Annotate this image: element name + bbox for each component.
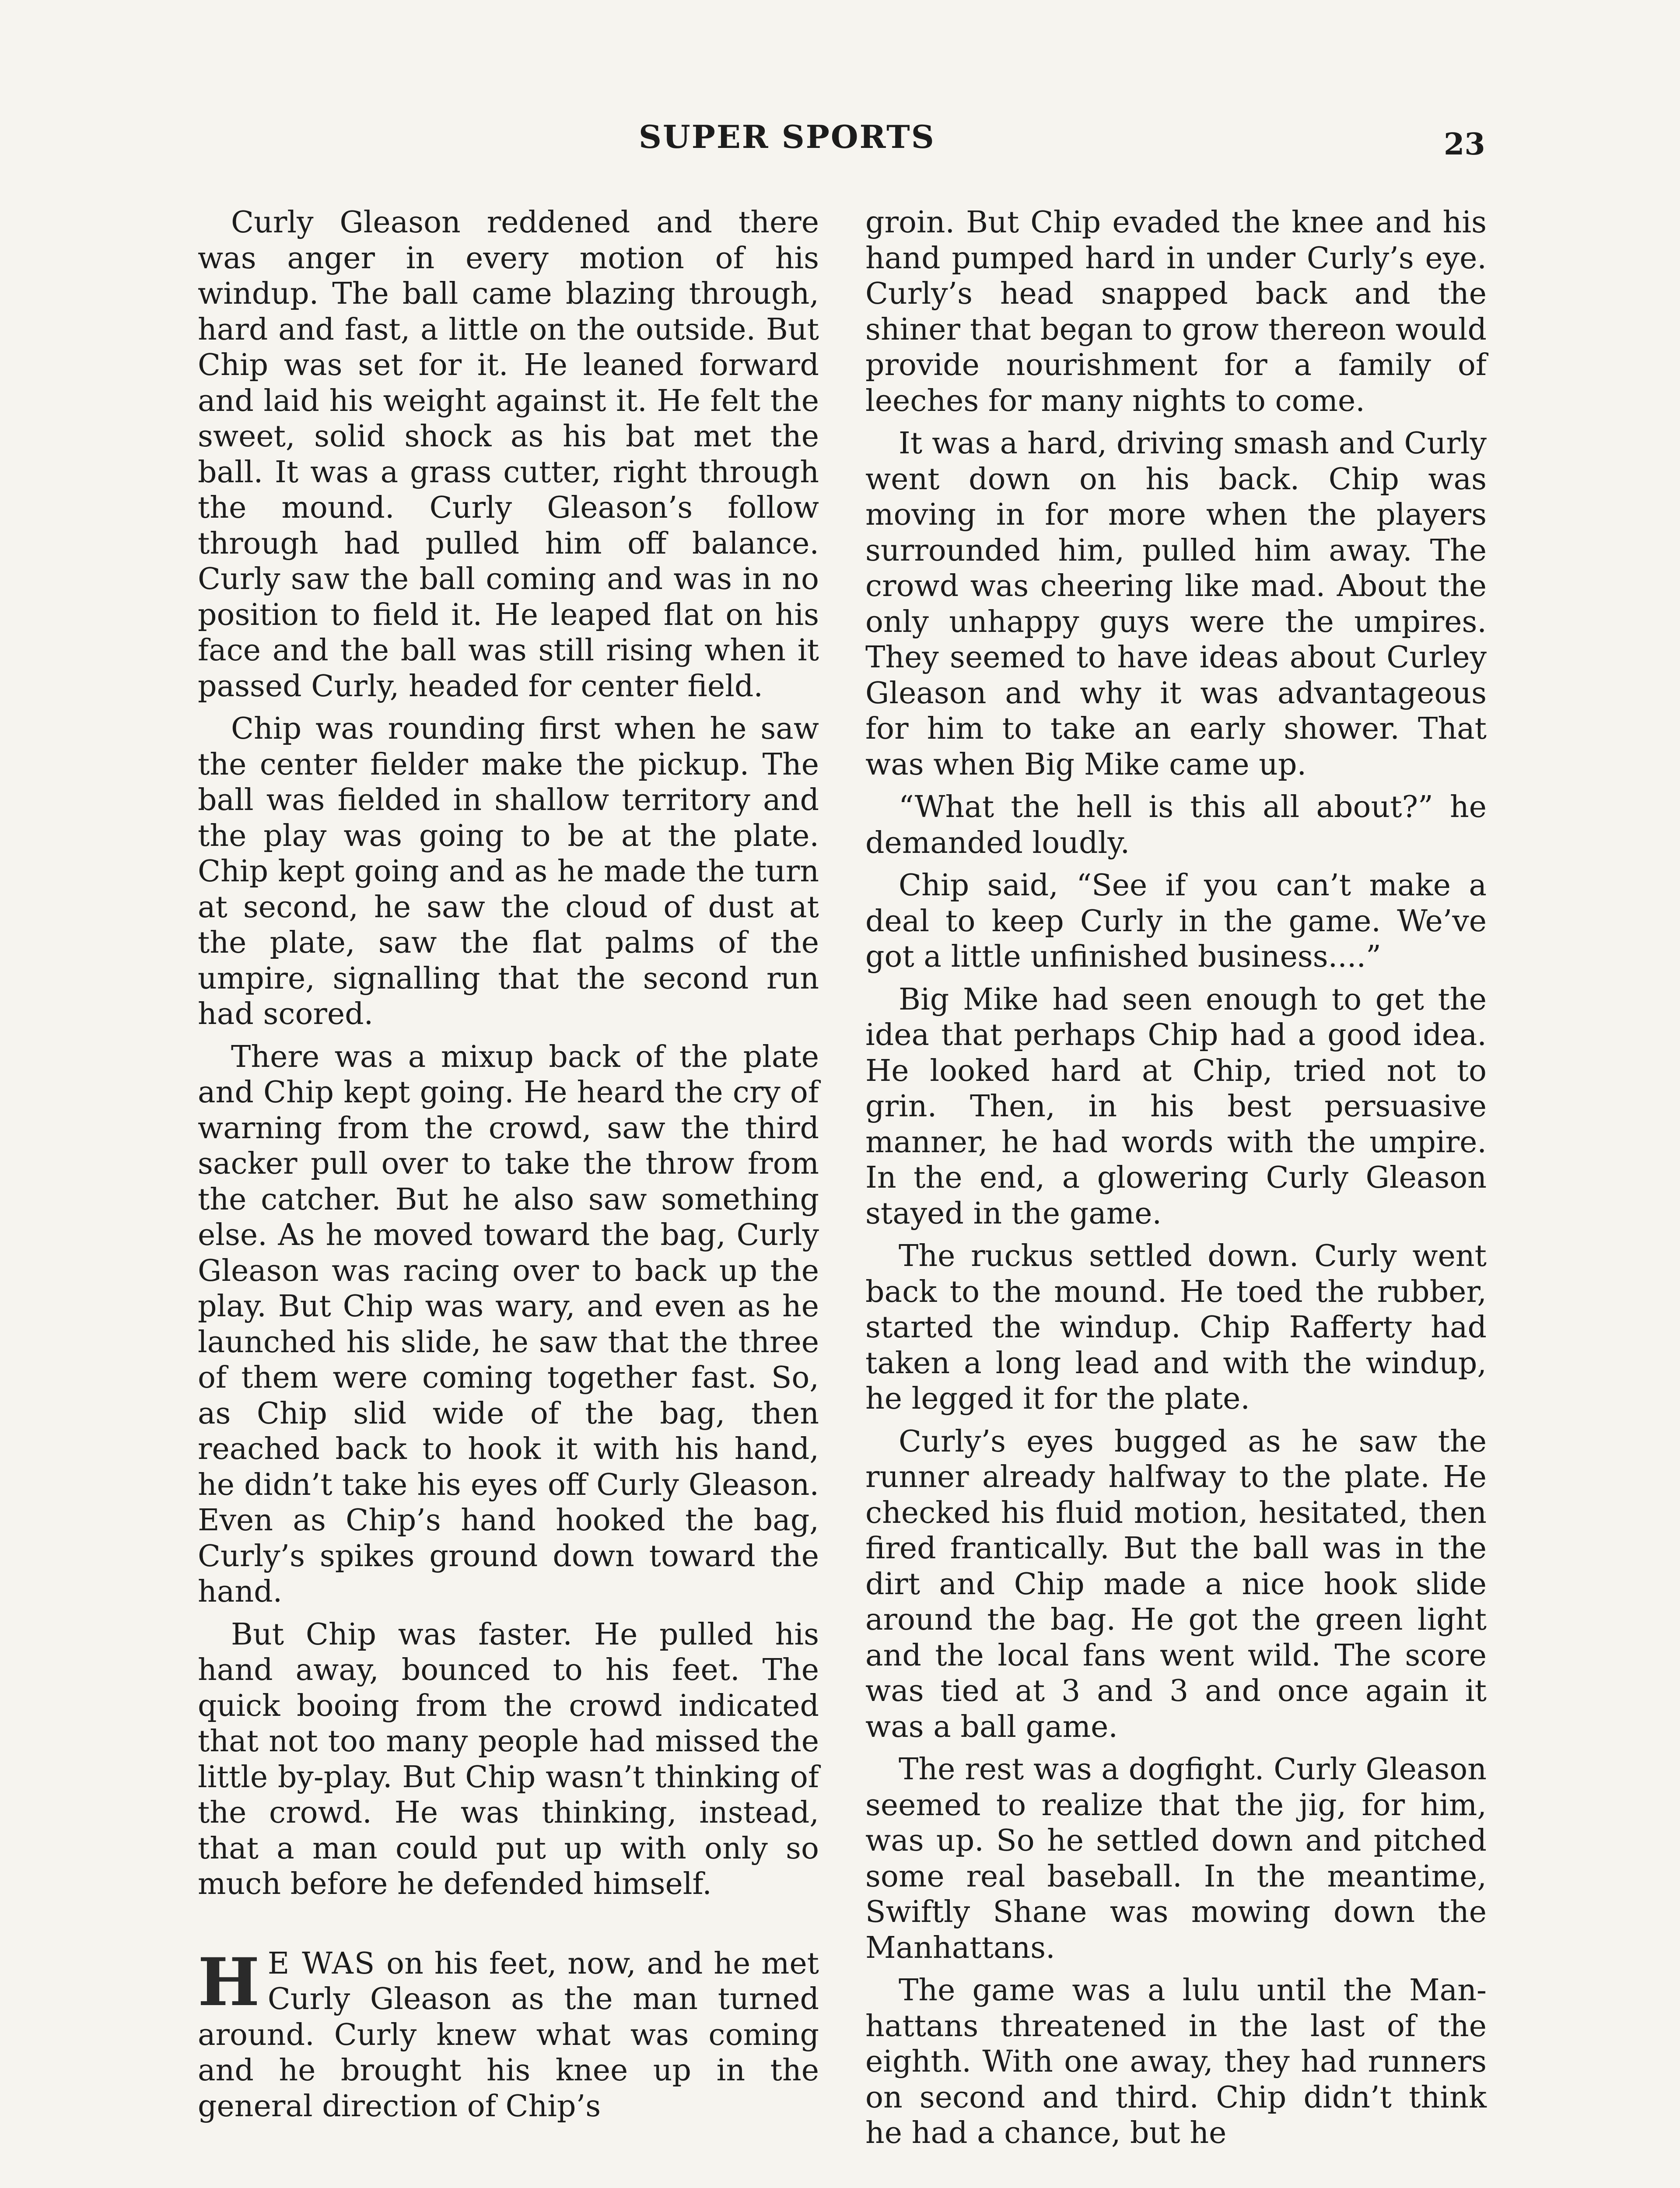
section-paragraph [198, 1943, 819, 2125]
drop-cap: H [198, 1943, 260, 2021]
paragraph: Big Mike had seen enough to get the idea that perhaps Chip had a good idea. He looked hard at Chip, tried not to grin. Then, in his best persuasive manner, he had words with the umpire. In the end, a glowering Curly Gleason stayed in the game. [865, 982, 1487, 1231]
paragraph: groin. But Chip evaded the knee and his hand pumped hard in under Curly’s eye. Curly’s head snapped back and the shiner that began to grow thereon would provide nourishment for a family of leeches for many nights to come. [865, 205, 1487, 418]
paragraph: Chip said, “See if you can’t make a deal to keep Curly in the game. We’ve got a little unfinished business....” [865, 868, 1487, 974]
paragraph: The game was a lulu until the Manhattans threatened in the last of the eighth. With one away, they had runners on second and third. Chip didn’t think he had a chance, but he [865, 1973, 1487, 2150]
page-number: 23 [1444, 127, 1485, 162]
paragraph: Chip was rounding first when he saw the center fielder make the pickup. The ball was fielded in shallow territory and the play was going to be at the plate. Chip kept going and as he made the turn at second, he saw the cloud of dust at the plate, saw the flat palms of the umpire, signalling that the second run had scored. [198, 712, 819, 1031]
paragraph: The ruckus settled down. Curly went back to the mound. He toed the rubber, started the windup. Chip Rafferty had taken a long lead and with the windup, he legged it for the plate. [865, 1239, 1487, 1416]
paragraph: The rest was a dogfight. Curly Gleason seemed to realize that the jig, for him, was up. So he settled down and pitched some real baseball. In the meantime, Swiftly Shane was mowing down the Manhattans. [865, 1752, 1487, 1965]
paragraph: Curly’s eyes bugged as he saw the runner already halfway to the plate. He checked his fluid motion, hesitated, then fired frantically. But the ball was in the dirt and Chip made a nice hook slide around the bag. He got the green light and the local fans went wild. The score was tied at 3 and 3 and once again it was a ball game. [865, 1424, 1487, 1744]
right-column [865, 205, 1487, 2151]
running-head: SUPER SPORTS [639, 118, 935, 155]
paragraph: “What the hell is this all about?” he demanded loudly. [865, 790, 1487, 860]
paragraph: It was a hard, driving smash and Curly went down on his back. Chip was moving in for more when the players surrounded him, pulled him away. The crowd was cheering like mad. About the only unhappy guys were the umpires. They seemed to have ideas about Curley Gleason and why it was advantageous for him to take an early shower. That was when Big Mike came up. [865, 426, 1487, 782]
left-column [198, 205, 819, 2124]
lead-in-smallcaps: E WAS [267, 1946, 376, 1981]
paragraph: But Chip was faster. He pulled his hand away, bounced to his feet. The quick booing from the crowd indicated that not too many people had missed the little by-play. But Chip wasn’t thinking of the crowd. He was thinking, instead, that a man could put up with only so much before he defended himself. [198, 1617, 819, 1901]
paragraph: Curly Gleason reddened and there was anger in every motion of his windup. The ball came blazing through, hard and fast, a little on the outside. But Chip was set for it. He leaned forward and laid his weight against it. He felt the sweet, solid shock as his bat met the ball. It was a grass cutter, right through the mound. Curly Gleason’s follow through had pulled him off balance. Curly saw the ball coming and was in no position to field it. He leaped flat on his face and the ball was still rising when it passed Curly, headed for center field. [198, 205, 819, 704]
paragraph-text: on his feet, now, and he met Curly Gleason as the man turned around. Curly knew what was coming and he brought his knee up in the general direction of Chip’s [198, 1946, 819, 2124]
paragraph: There was a mixup back of the plate and Chip kept going. He heard the cry of warning from the crowd, saw the third sacker pull over to take the throw from the catcher. But he also saw something else. As he moved toward the bag, Curly Gleason was racing over to back up the play. But Chip was wary, and even as he launched his slide, he saw that the three of them were coming together fast. So, as Chip slid wide of the bag, then reached back to hook it with his hand, he didn’t take his eyes off Curly Gleason. Even as Chip’s hand hooked the bag, Curly’s spikes ground down toward the hand. [198, 1039, 819, 1609]
